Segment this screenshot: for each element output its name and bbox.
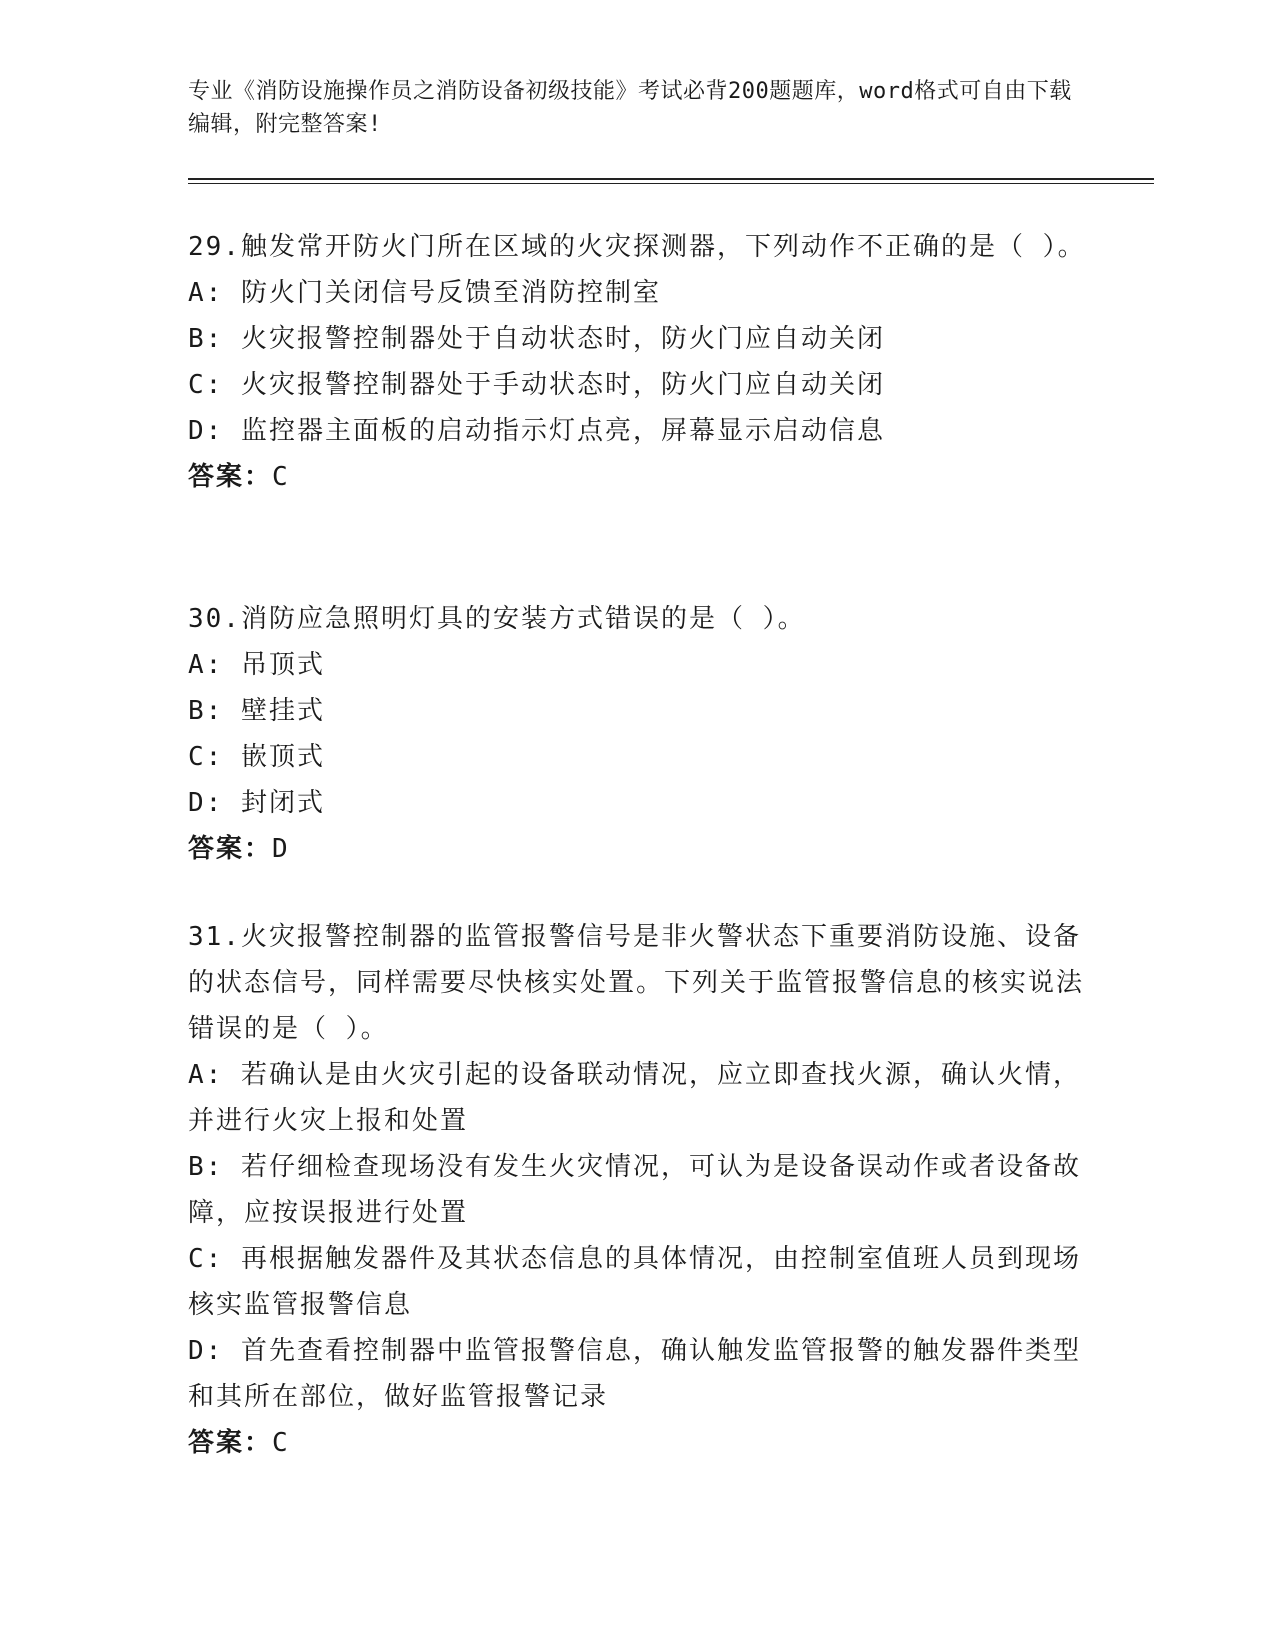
question-title: 29.触发常开防火门所在区域的火灾探测器，下列动作不正确的是（ ）。 — [188, 232, 1086, 262]
question-title: 31.火灾报警控制器的监管报警信号是非火警状态下重要消防设施、设备的状态信号，同样需要尽快核实处置。下列关于监管报警信息的核实说法错误的是（ ）。 — [188, 922, 1085, 1044]
option-b: B: 若仔细检查现场没有发生火灾情况，可认为是设备误动作或者设备故障，应按误报进行处置 — [188, 1152, 1081, 1228]
question-29 — [188, 224, 1088, 500]
answer-label: 答案： — [188, 834, 273, 864]
option-b: B: 火灾报警控制器处于自动状态时，防火门应自动关闭 — [188, 324, 885, 354]
header-divider — [188, 178, 1154, 184]
answer-value: C — [272, 1428, 290, 1458]
option-d: D: 监控器主面板的启动指示灯点亮，屏幕显示启动信息 — [188, 416, 885, 446]
document-header: 专业《消防设施操作员之消防设备初级技能》考试必背200题题库，word格式可自由下载编辑，附完整答案! — [188, 79, 1072, 137]
question-title: 30.消防应急照明灯具的安装方式错误的是（ ）。 — [188, 604, 806, 634]
option-c: C: 火灾报警控制器处于手动状态时，防火门应自动关闭 — [188, 370, 885, 400]
option-a: A: 若确认是由火灾引起的设备联动情况，应立即查找火源，确认火情，并进行火灾上报和处置 — [188, 1060, 1081, 1136]
option-c: C: 再根据触发器件及其状态信息的具体情况，由控制室值班人员到现场核实监管报警信息 — [188, 1244, 1081, 1320]
answer-value: D — [272, 834, 290, 864]
answer — [188, 1420, 1088, 1466]
question-30 — [188, 596, 1088, 872]
option-b: B: 壁挂式 — [188, 696, 325, 726]
option-a: A: 吊顶式 — [188, 650, 325, 680]
option-d: D: 首先查看控制器中监管报警信息，确认触发监管报警的触发器件类型和其所在部位，做好监管报警记录 — [188, 1336, 1081, 1412]
question-31 — [188, 914, 1088, 1466]
option-c: C: 嵌顶式 — [188, 742, 325, 772]
answer-label: 答案： — [188, 1428, 273, 1458]
answer-value: C — [272, 462, 290, 492]
option-d: D: 封闭式 — [188, 788, 325, 818]
answer-label: 答案： — [188, 462, 273, 492]
option-a: A: 防火门关闭信号反馈至消防控制室 — [188, 278, 661, 308]
answer — [188, 826, 1088, 872]
answer — [188, 454, 1088, 500]
